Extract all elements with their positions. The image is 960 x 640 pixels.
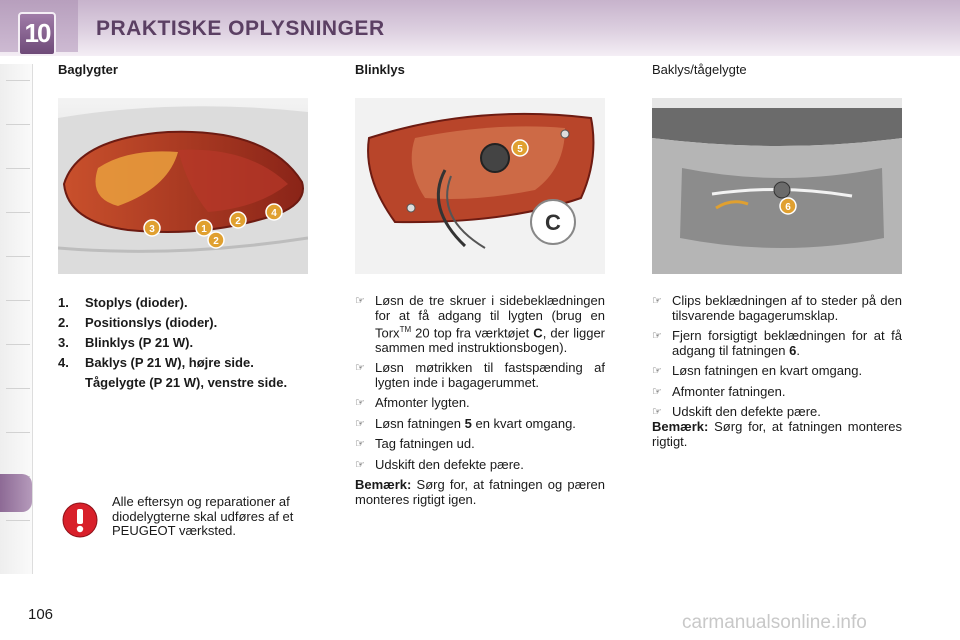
index-divider <box>6 80 30 81</box>
baklys-steps <box>652 294 902 426</box>
chapter-tab-active[interactable] <box>0 474 32 512</box>
pointing-hand-icon: ☞ <box>652 330 662 342</box>
pointing-hand-icon: ☞ <box>355 397 365 410</box>
callout-2b: 2 <box>213 236 219 247</box>
list-item: 2. Positionslys (dioder). <box>58 315 218 330</box>
pointing-hand-icon: ☞ <box>652 295 662 307</box>
boot-trim-illustration <box>652 98 902 274</box>
index-divider <box>6 256 30 257</box>
step-item: ☞ Udskift den defekte pære. <box>652 404 821 419</box>
callout-2: 2 <box>235 216 241 227</box>
index-divider <box>6 388 30 389</box>
pointing-hand-icon: ☞ <box>355 417 365 430</box>
watermark: carmanualsonline.info <box>682 612 867 633</box>
step-item: ☞ Tag fatningen ud. <box>355 436 475 452</box>
pointing-hand-icon: ☞ <box>355 438 365 451</box>
list-item: 4. Baklys (P 21 W), højre side. <box>58 355 254 370</box>
rear-lamp-illustration <box>58 98 308 274</box>
list-item-continued: Tågelygte (P 21 W), venstre side. <box>85 375 288 390</box>
index-divider <box>6 300 30 301</box>
page-header <box>0 0 960 56</box>
section-title-baglygter: Baglygter <box>58 62 118 77</box>
rear-lamp-photo <box>58 98 308 274</box>
boot-trim-photo <box>652 98 902 274</box>
warning-icon <box>62 502 98 538</box>
index-divider <box>6 168 30 169</box>
index-divider <box>6 212 30 213</box>
baklys-note: Bemærk: Sørg for, at fatningen monteres rigtigt. <box>652 419 902 449</box>
chapter-number: 10 <box>24 18 50 48</box>
pointing-hand-icon: ☞ <box>355 458 365 471</box>
step-item: ☞ Løsn de tre skruer i sidebeklædningen for at få adgang til lygten (brug en Torx™ 20 top fra værktøjet C, der ligger sammen med instruktionsbogen). <box>355 293 606 355</box>
list-item: 3. Blinklys (P 21 W). <box>58 335 194 350</box>
index-divider <box>6 124 30 125</box>
pointing-hand-icon: ☞ <box>652 365 662 377</box>
index-divider <box>6 520 30 521</box>
warning-text: Alle eftersyn og reparationer af diodelygterne skal udføres af et PEUGEOT værksted. <box>112 494 294 538</box>
callout-c: C <box>545 210 561 235</box>
pointing-hand-icon: ☞ <box>652 385 662 398</box>
pointing-hand-icon: ☞ <box>355 295 365 307</box>
step-item: ☞ Afmonter fatningen. <box>652 383 786 399</box>
callout-5: 5 <box>517 144 523 155</box>
blinker-steps <box>355 294 605 478</box>
callout-6: 6 <box>785 202 791 213</box>
blinker-lamp-photo <box>355 98 605 274</box>
step-item: ☞ Clips beklædningen af to steder på den tilsvarende bagagerumsklap. <box>652 293 902 323</box>
step-item: ☞ Løsn fatningen 5 en kvart omgang. <box>355 415 576 431</box>
pointing-hand-icon: ☞ <box>355 362 365 375</box>
blinker-lamp-illustration <box>355 98 605 274</box>
callout-3: 3 <box>149 224 155 235</box>
section-title-blinklys: Blinklys <box>355 62 405 77</box>
step-item: ☞ Løsn møtrikken til fastspænding af lygten inde i bagagerummet. <box>355 360 605 390</box>
page-title: PRAKTISKE OPLYSNINGER <box>96 17 385 40</box>
step-item: ☞ Fjern forsigtigt beklædningen for at få adgang til fatningen 6. <box>652 328 902 358</box>
page-number: 106 <box>28 606 54 623</box>
index-divider <box>6 432 30 433</box>
step-item: ☞ Afmonter lygten. <box>355 395 470 411</box>
step-item: ☞ Løsn fatningen en kvart omgang. <box>652 363 863 378</box>
step-item: ☞ Udskift den defekte pære. <box>355 456 524 472</box>
blinker-note: Bemærk: Sørg for, at fatningen og pæren monteres rigtigt igen. <box>355 477 605 507</box>
chapter-badge <box>18 12 56 56</box>
section-title-baklys: Baklys/tågelygte <box>652 62 747 77</box>
callout-4: 4 <box>271 208 277 219</box>
index-divider <box>6 344 30 345</box>
callout-1: 1 <box>201 224 207 235</box>
lamp-list <box>58 294 308 394</box>
pointing-hand-icon: ☞ <box>652 406 662 418</box>
list-item: 1. Stoplys (dioder). <box>58 295 188 310</box>
